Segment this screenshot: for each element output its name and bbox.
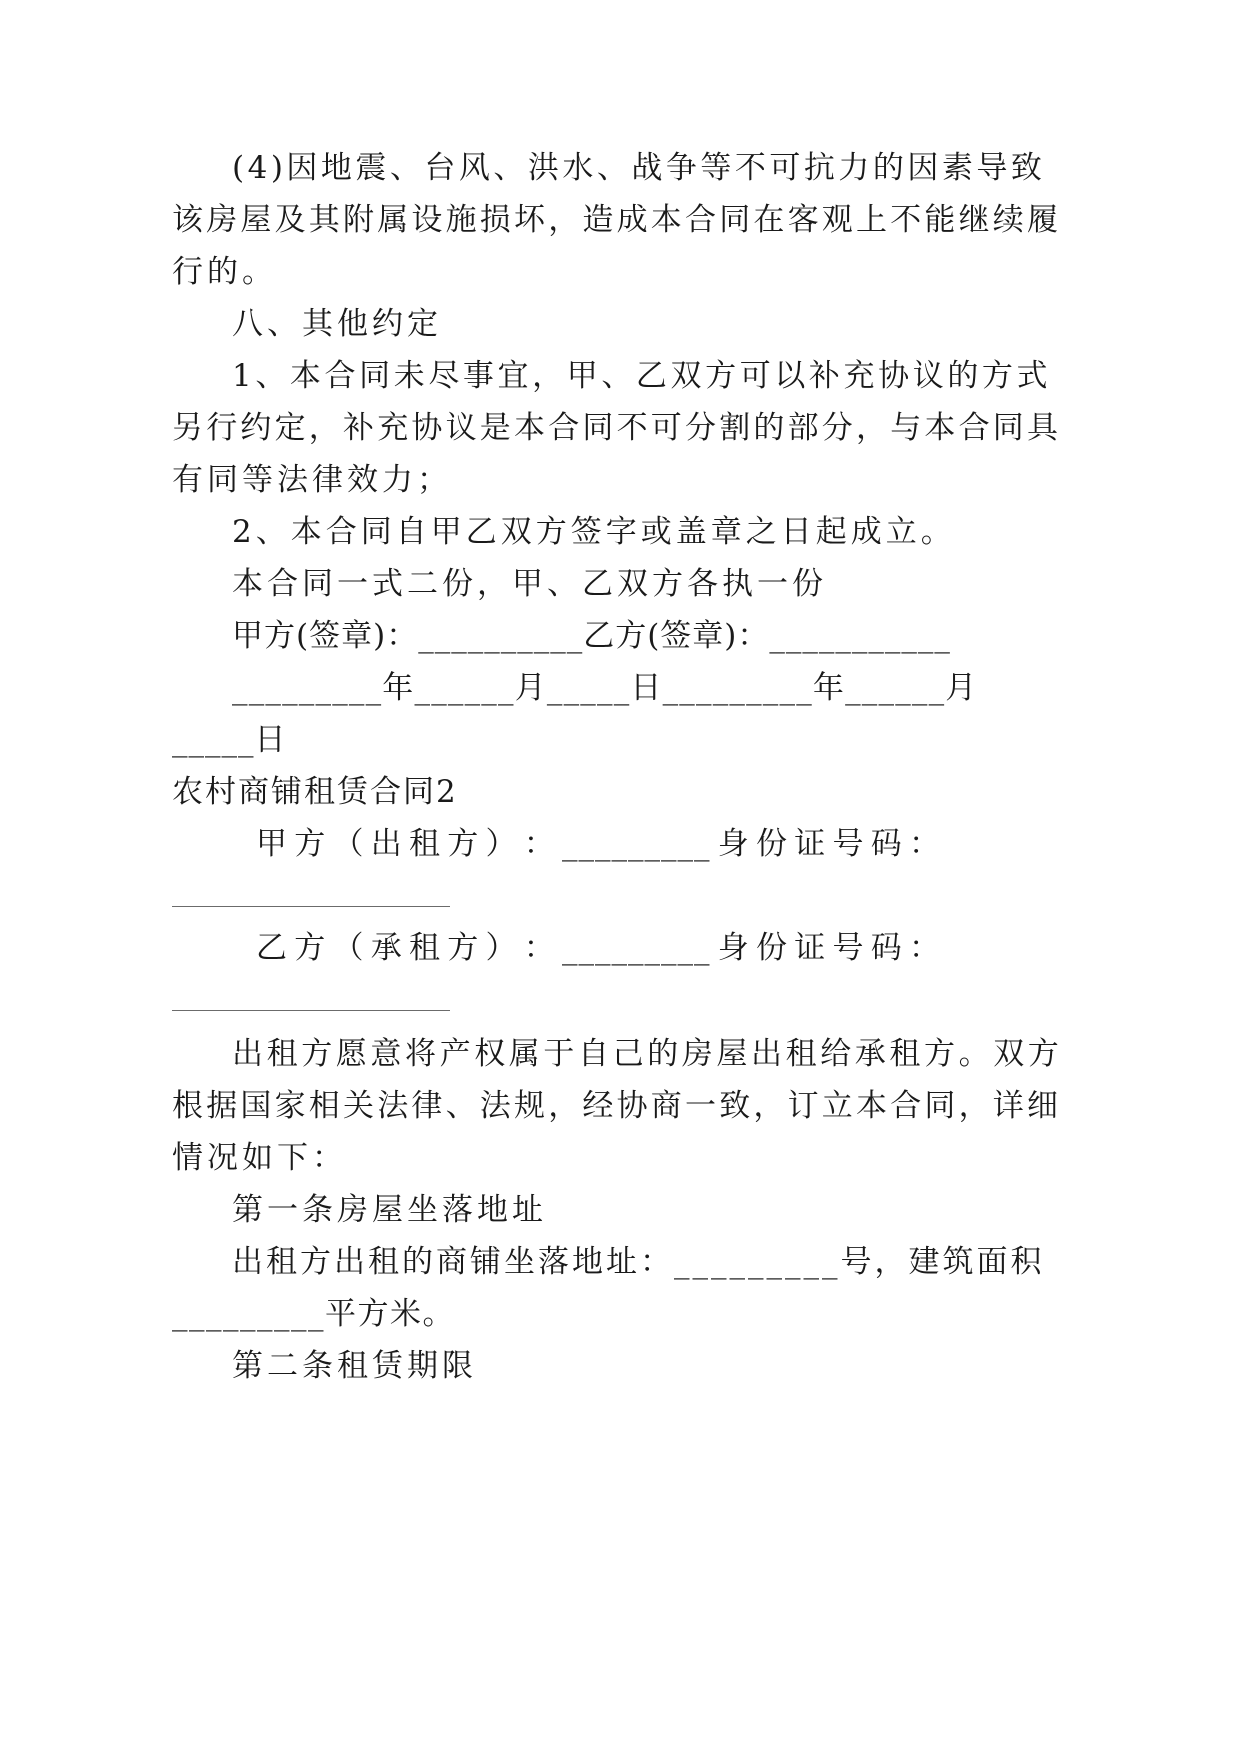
party-a-char: （ [332,826,364,862]
party-b-char: 承 [370,930,402,966]
section-8-item-1-line-2: 另行约定，补充协议是本合同不可分割的部分，与本合同具 [172,410,1062,446]
party-b-char: 身 [717,930,749,966]
party-b-char: 乙 [256,930,287,966]
party-a-line [256,822,940,866]
article-1-line-1: 出租方出租的商铺坐落地址：_________号，建筑面积 [232,1244,1045,1280]
party-a-char: 身 [717,826,749,862]
party-a-id-blank-rule [172,906,450,907]
party-a-char: 份 [756,826,787,862]
copies-note: 本合同一式二份，甲、乙双方各执一份 [232,566,827,602]
party-b-id-blank-rule [172,1010,450,1011]
party-a-char: ： [523,826,555,862]
article-1-line-2: _________平方米。 [172,1296,455,1332]
contract-2-title: 农村商铺租赁合同2 [172,774,458,810]
clause-4-line-2: 该房屋及其附属设施损坏，造成本合同在客观上不能继续履 [172,202,1062,238]
party-b-char: 份 [756,930,787,966]
signature-line: 甲方(签章)：__________乙方(签章)：___________ [232,618,951,654]
party-b-char: 方 [447,930,479,966]
section-8-heading: 八、其他约定 [232,306,442,342]
party-b-char: 租 [409,930,440,966]
intro-line-2: 根据国家相关法律、法规，经协商一致，订立本合同，详细 [172,1088,1062,1124]
party-a-char: 出 [370,826,402,862]
section-8-item-1-line-3: 有同等法律效力； [172,462,452,498]
party-b-char: 码 [870,930,902,966]
intro-line-3: 情况如下： [172,1140,347,1176]
party-a-char: 码 [870,826,902,862]
party-b-blank: _________ [562,930,711,966]
party-b-char: ： [909,930,940,966]
clause-4-line-1-text: (4)因地震、台风、洪水、战争等不可抗力的因素导致 [232,150,1046,186]
party-a-char: 方 [447,826,479,862]
party-a-char: 号 [832,826,864,862]
party-b-char: ： [523,930,555,966]
date-line-1: _________年______月_____日_________年______月 [232,670,978,706]
party-a-char: 方 [294,826,326,862]
intro-line-1: 出租方愿意将产权属于自己的房屋出租给承租方。双方 [232,1036,1063,1072]
party-b-line [256,926,940,970]
party-b-char: 证 [794,930,826,966]
date-line-2: _____日 [172,722,287,758]
section-8-item-1-line-1: 1、本合同未尽事宜，甲、乙双方可以补充协议的方式 [232,358,1052,394]
party-a-char: 证 [794,826,826,862]
article-1-heading: 第一条房屋坐落地址 [232,1192,547,1228]
party-b-char: 号 [832,930,864,966]
party-a-blank: _________ [562,826,711,862]
clause-4-line-1 [232,146,1046,190]
article-2-heading: 第二条租赁期限 [232,1348,477,1384]
party-a-char: 租 [409,826,440,862]
party-a-char: 甲 [256,826,287,862]
clause-4-line-3: 行的。 [172,254,277,290]
section-8-item-2: 2、本合同自甲乙双方签字或盖章之日起成立。 [232,514,956,550]
party-a-char: ） [485,826,517,862]
party-b-char: （ [332,930,364,966]
party-a-char: ： [909,826,940,862]
party-b-char: ） [485,930,517,966]
party-b-char: 方 [294,930,326,966]
